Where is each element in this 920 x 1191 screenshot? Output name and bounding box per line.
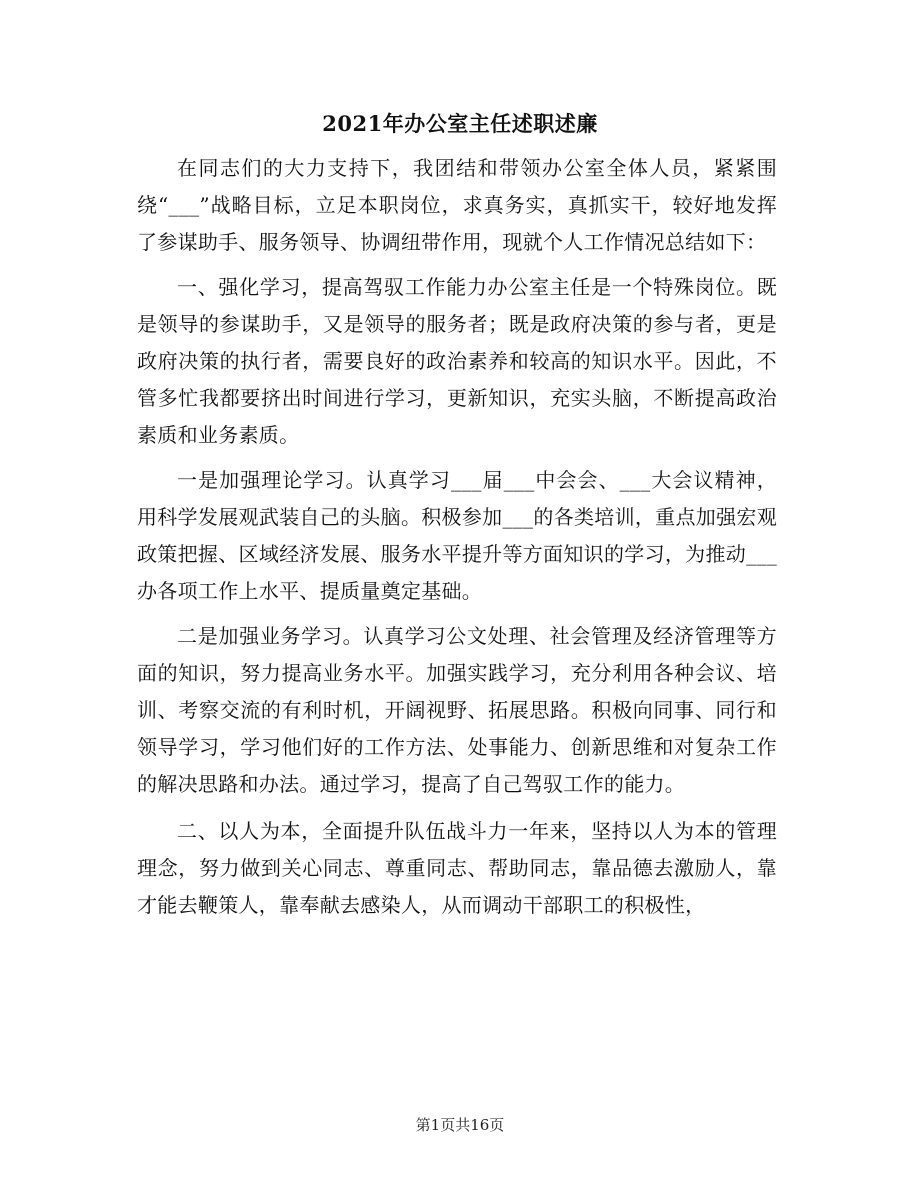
paragraph-theory-study: 一是加强理论学习。认真学习___届___中会会、___大会议精神，用科学发展观武装自己的头脑。积极参加___的各类培训，重点加强宏观政策把握、区域经济发展、服务水平提升等方面知识的学习，为推动___办各项工作上水平、提质量奠定基础。 (137, 468, 777, 603)
paragraph-intro: 在同志们的大力支持下，我团结和带领办公室全体人员，紧紧围绕“___”战略目标，立足本职岗位，求真务实，真抓实干，较好地发挥了参谋助手、服务领导、协调纽带作用，现就个人工作情况总结如下： (137, 156, 777, 254)
page-number-footer: 第1页共16页 (415, 1116, 505, 1134)
paragraph-business-study: 二是加强业务学习。认真学习公文处理、社会管理及经济管理等方面的知识，努力提高业务水平。加强实践学习，充分利用各种会议、培训、考察交流的有利时机，开阔视野、拓展思路。积极向同事、同行和领导学习，学习他们好的工作方法、处事能力、创新思维和对复杂工作的解决思路和办法。通过学习，提高了自己驾驭工作的能力。 (137, 624, 777, 796)
document-title: 2021年办公室主任述职述廉 (322, 111, 598, 136)
document-body (137, 150, 777, 932)
paragraph-section-1: 一、强化学习，提高驾驭工作能力办公室主任是一个特殊岗位。既是领导的参谋助手，又是领导的服务者；既是政府决策的参与者，更是政府决策的执行者，需要良好的政治素养和较高的知识水平。因此，不管多忙我都要挤出时间进行学习，更新知识，充实头脑，不断提高政治素质和业务素质。 (137, 275, 777, 447)
paragraph-section-2: 二、以人为本，全面提升队伍战斗力一年来，坚持以人为本的管理理念，努力做到关心同志、尊重同志、帮助同志，靠品德去激励人，靠才能去鞭策人，靠奉献去感染人，从而调动干部职工的积极性， (137, 819, 777, 917)
